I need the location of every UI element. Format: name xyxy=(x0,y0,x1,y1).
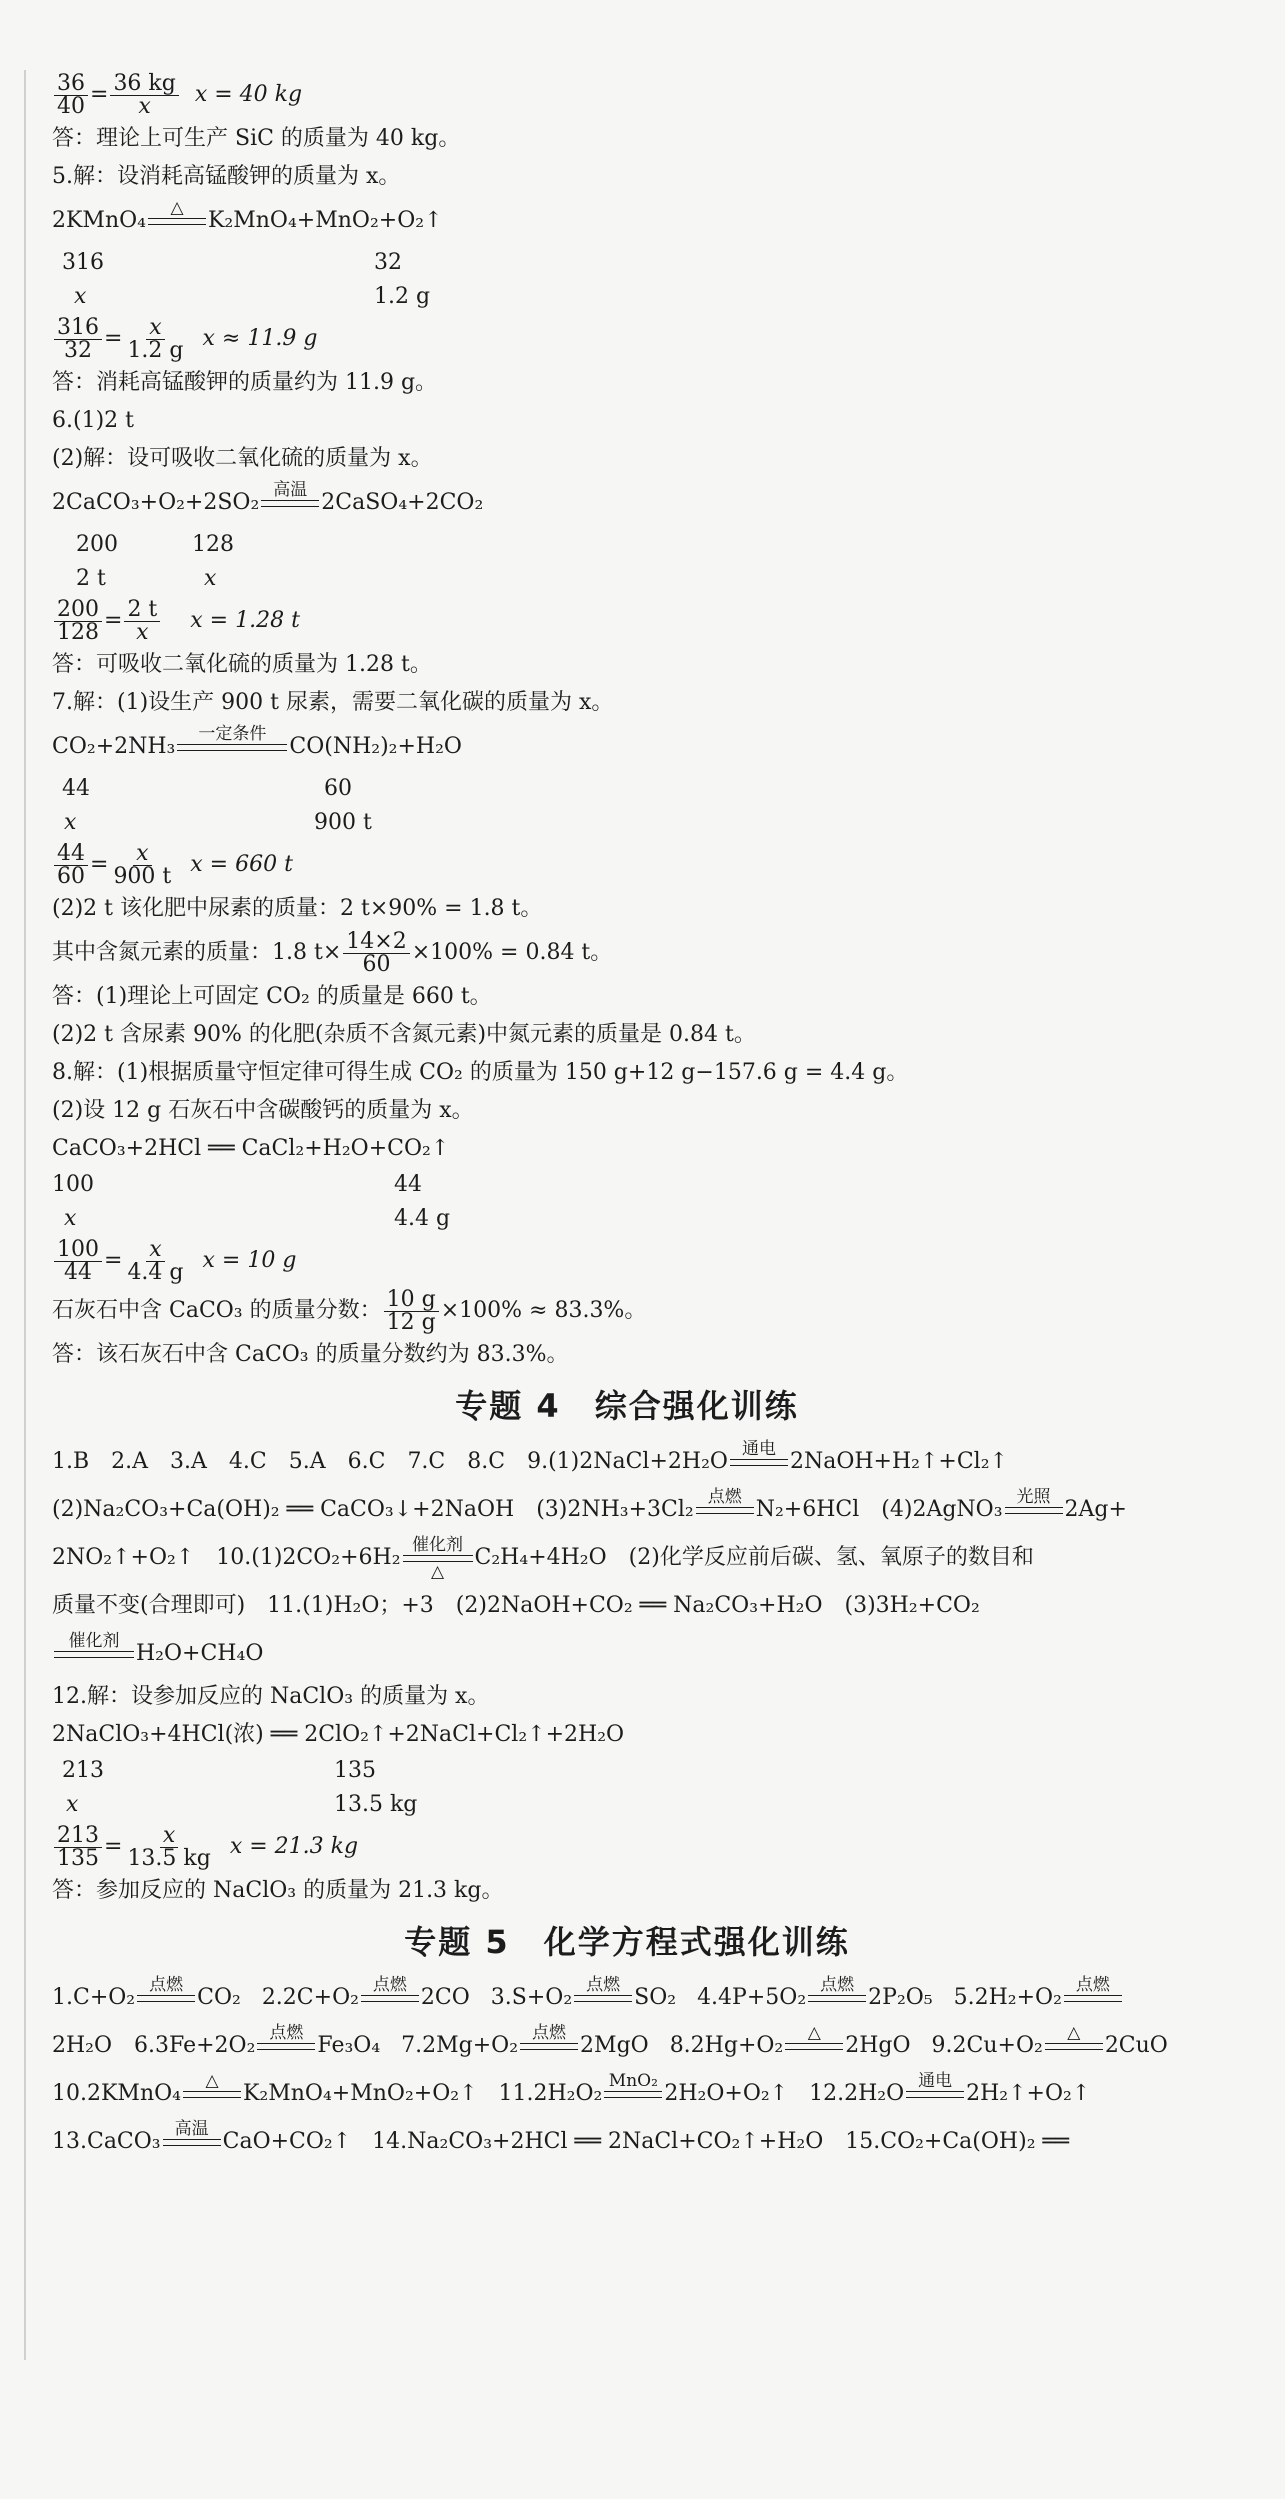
fraction: $\frac{x}{900 t}$ xyxy=(113,840,172,889)
q12-mass-row: 213 135 xyxy=(62,1758,376,1783)
equation-item: 8.2Hg+O₂ △ 2HgO xyxy=(670,2022,911,2070)
q7-mass-row: 44 60 xyxy=(62,776,352,801)
q6-equation: 2CaCO₃+O₂+2SO₂ 高温 2CaSO₄+2CO₂ xyxy=(52,478,1202,528)
q7-nitrogen-line: 其中含氮元素的质量：1.8 t× $\frac{14\times 2}{60}$ ×100% = 0.84 t。 xyxy=(52,928,613,977)
equation-item: 3.S+O₂ 点燃 SO₂ xyxy=(491,1974,676,2022)
q4-fraction-line: $\frac{36}{40}$ = $\frac{36 kg}{x}$ x = 40 kg xyxy=(52,70,1202,120)
fraction: $\frac{x}{13.5 kg}$ xyxy=(127,1822,211,1871)
q12-intro: 12.解：设参加反应的 NaClO₃ 的质量为 x。 xyxy=(52,1684,490,1709)
topic4-line-5: 催化剂 H₂O+CH₄O xyxy=(52,1630,1202,1678)
q8-mass-row: x 4.4 g xyxy=(64,1206,451,1231)
fraction: $\frac{44}{60}$ xyxy=(54,843,88,888)
reaction-arrow: △ xyxy=(785,2025,843,2068)
fraction: $\frac{100}{44}$ xyxy=(54,1239,102,1284)
topic4-line-4: 质量不变(合理即可) 11.(1)H₂O；+3 (2)2NaOH+CO₂ ══ Na₂CO₃+H₂O (3)3H₂+CO₂ xyxy=(52,1593,980,1618)
q5-intro: 5.解：设消耗高锰酸钾的质量为 x。 xyxy=(52,164,401,189)
reaction-arrow: △ xyxy=(183,2073,241,2116)
reaction-arrow: 催化剂 △ xyxy=(403,1537,473,1580)
q6-fraction-line: $\frac{200}{128}$ = $\frac{2 t}{x}$ x = 1.28 t xyxy=(52,596,1202,646)
fraction: $\frac{x}{4.4 g}$ xyxy=(127,1236,184,1285)
topic5-row-4 xyxy=(52,2118,1202,2166)
equation-item: 1.C+O₂ 点燃 CO₂ xyxy=(52,1974,241,2022)
reaction-arrow: 点燃 xyxy=(574,1977,632,2020)
fraction: $\frac{213}{135}$ xyxy=(54,1825,102,1870)
q7-answer-2: (2)2 t 含尿素 90% 的化肥(杂质不含氮元素)中氮元素的质量是 0.84 t。 xyxy=(52,1022,756,1047)
equation-item: 13.CaCO₃ 高温 CaO+CO₂↑ xyxy=(52,2118,351,2166)
q7-fraction-line: $\frac{44}{60}$ = $\frac{x}{900 t}$ x = 660 t xyxy=(52,840,1202,890)
reaction-arrow: 催化剂 xyxy=(54,1633,134,1676)
reaction-arrow: 点燃 xyxy=(520,2025,578,2068)
q12-answer: 答：参加反应的 NaClO₃ 的质量为 21.3 kg。 xyxy=(52,1878,504,1903)
topic4-line-2: (2)Na₂CO₃+Ca(OH)₂ ══ CaCO₃↓+2NaOH (3)2NH₃+3Cl₂ 点燃 N₂+6HCl (4)2AgNO₃ 光照 2Ag+ xyxy=(52,1486,1202,1534)
topic5-heading: 专题 5 化学方程式强化训练 xyxy=(404,1923,850,1961)
reaction-arrow: 通电 xyxy=(906,2073,964,2116)
topic5-row-1 xyxy=(52,1974,1202,2022)
q6-mass-row: 200 128 xyxy=(76,532,234,557)
fraction: $\frac{10 g}{12 g}$ xyxy=(384,1289,439,1334)
equation-item: 2.2C+O₂ 点燃 2CO xyxy=(262,1974,470,2022)
reaction-arrow: 通电 xyxy=(730,1441,788,1484)
equation-item: 11.2H₂O₂ MnO₂ 2H₂O+O₂↑ xyxy=(498,2070,788,2118)
equation-item: 7.2Mg+O₂ 点燃 2MgO xyxy=(401,2022,649,2070)
reaction-arrow: 点燃 xyxy=(1064,1977,1122,2020)
q4-answer: 答：理论上可生产 SiC 的质量为 40 kg。 xyxy=(52,126,461,151)
equation-item: 5.2H₂+O₂ 点燃 xyxy=(954,1974,1124,2022)
q5-answer: 答：消耗高锰酸钾的质量约为 11.9 g。 xyxy=(52,370,438,395)
reaction-arrow: △ xyxy=(148,200,206,243)
q5-fraction-line: $\frac{316}{32}$ = $\frac{x}{1.2 g}$ x ≈ 11.9 g xyxy=(52,314,1202,364)
fraction: $\frac{200}{128}$ xyxy=(54,599,102,644)
q8-mass-row: 100 44 xyxy=(52,1172,422,1197)
q6-part1: 6.(1)2 t xyxy=(52,408,134,433)
q6-mass-row: 2 t x xyxy=(76,566,217,591)
reaction-arrow: 点燃 xyxy=(361,1977,419,2020)
q7-answer-1: 答：(1)理论上可固定 CO₂ 的质量是 660 t。 xyxy=(52,984,492,1009)
q8-equation: CaCO₃+2HCl ══ CaCl₂+H₂O+CO₂↑ xyxy=(52,1136,450,1161)
equation-item: 12.2H₂O 通电 2H₂↑+O₂↑ xyxy=(809,2070,1090,2118)
topic5-row-3 xyxy=(52,2070,1202,2118)
reaction-arrow: 点燃 xyxy=(808,1977,866,2020)
answer-column xyxy=(52,70,1202,2166)
q8-intro: 8.解：(1)根据质量守恒定律可得生成 CO₂ 的质量为 150 g+12 g−157.6 g = 4.4 g。 xyxy=(52,1060,909,1085)
q7-equation: CO₂+2NH₃ 一定条件 CO(NH₂)₂+H₂O xyxy=(52,722,1202,772)
fraction: $\frac{x}{1.2 g}$ xyxy=(127,314,184,363)
topic4-line-3: 2NO₂↑+O₂↑ 10.(1)2CO₂+6H₂ 催化剂 △ C₂H₄+4H₂O (2)化学反应前后碳、氢、氧原子的数目和 xyxy=(52,1534,1034,1582)
reaction-arrow: 点燃 xyxy=(257,2025,315,2068)
q8-part2: (2)设 12 g 石灰石中含碳酸钙的质量为 x。 xyxy=(52,1098,474,1123)
reaction-arrow: 点燃 xyxy=(137,1977,195,2020)
reaction-arrow: 点燃 xyxy=(696,1489,754,1532)
reaction-arrow: 高温 xyxy=(261,482,319,525)
q12-mass-row: x 13.5 kg xyxy=(66,1792,418,1817)
q12-fraction-line: $\frac{213}{135}$ = $\frac{x}{13.5 kg}$ x = 21.3 kg xyxy=(52,1822,1202,1872)
fraction: $\frac{36 kg}{x}$ xyxy=(110,73,178,118)
equation-item: 9.2Cu+O₂ △ 2CuO xyxy=(932,2022,1168,2070)
q5-mass-row: x 1.2 g xyxy=(74,284,431,309)
topic5-row-2 xyxy=(52,2022,1202,2070)
reaction-arrow: 一定条件 xyxy=(177,726,287,769)
topic5-row-4-tail: 14.Na₂CO₃+2HCl ══ 2NaCl+CO₂↑+H₂O 15.CO₂+Ca(OH)₂ ══ xyxy=(372,2129,1069,2154)
binding-margin-line xyxy=(24,70,26,2360)
reaction-arrow: △ xyxy=(1045,2025,1103,2068)
q8-fraction-line: $\frac{100}{44}$ = $\frac{x}{4.4 g}$ x = 10 g xyxy=(52,1236,1202,1286)
equation-item: 2H₂O 6.3Fe+2O₂ 点燃 Fe₃O₄ xyxy=(52,2022,380,2070)
q7-part2: (2)2 t 该化肥中尿素的质量：2 t×90% = 1.8 t。 xyxy=(52,896,543,921)
topic4-line-1: 1.B 2.A 3.A 4.C 5.A 6.C 7.C 8.C 9.(1)2NaCl+2H₂O 通电 2NaOH+H₂↑+Cl₂↑ xyxy=(52,1438,1202,1486)
q12-equation: 2NaClO₃+4HCl(浓) ══ 2ClO₂↑+2NaCl+Cl₂↑+2H₂O xyxy=(52,1722,625,1747)
equation-item: 4.4P+5O₂ 点燃 2P₂O₅ xyxy=(697,1974,933,2022)
topic4-heading: 专题 4 综合强化训练 xyxy=(455,1387,799,1425)
q8-answer: 答：该石灰石中含 CaCO₃ 的质量分数约为 83.3%。 xyxy=(52,1342,569,1367)
q8-percent-line: 石灰石中含 CaCO₃ 的质量分数： $\frac{10 g}{12 g}$ ×100% ≈ 83.3%。 xyxy=(52,1286,647,1335)
fraction: $\frac{316}{32}$ xyxy=(54,317,102,362)
q5-equation: 2KMnO₄ △ K₂MnO₄+MnO₂+O₂↑ xyxy=(52,196,1202,246)
q5-mass-row: 316 32 xyxy=(62,250,402,275)
reaction-arrow: MnO₂ xyxy=(604,2073,662,2116)
fraction: $\frac{36}{40}$ xyxy=(54,73,88,118)
q6-intro: (2)解：设可吸收二氧化硫的质量为 x。 xyxy=(52,446,433,471)
equation-item: 10.2KMnO₄ △ K₂MnO₄+MnO₂+O₂↑ xyxy=(52,2070,478,2118)
q7-mass-row: x 900 t xyxy=(64,810,372,835)
reaction-arrow: 高温 xyxy=(163,2121,221,2164)
fraction: $\frac{14\times 2}{60}$ xyxy=(343,931,409,976)
q6-answer: 答：可吸收二氧化硫的质量为 1.28 t。 xyxy=(52,652,432,677)
reaction-arrow: 光照 xyxy=(1005,1489,1063,1532)
fraction: $\frac{2 t}{x}$ xyxy=(124,599,160,644)
q7-intro: 7.解：(1)设生产 900 t 尿素，需要二氧化碳的质量为 x。 xyxy=(52,690,614,715)
